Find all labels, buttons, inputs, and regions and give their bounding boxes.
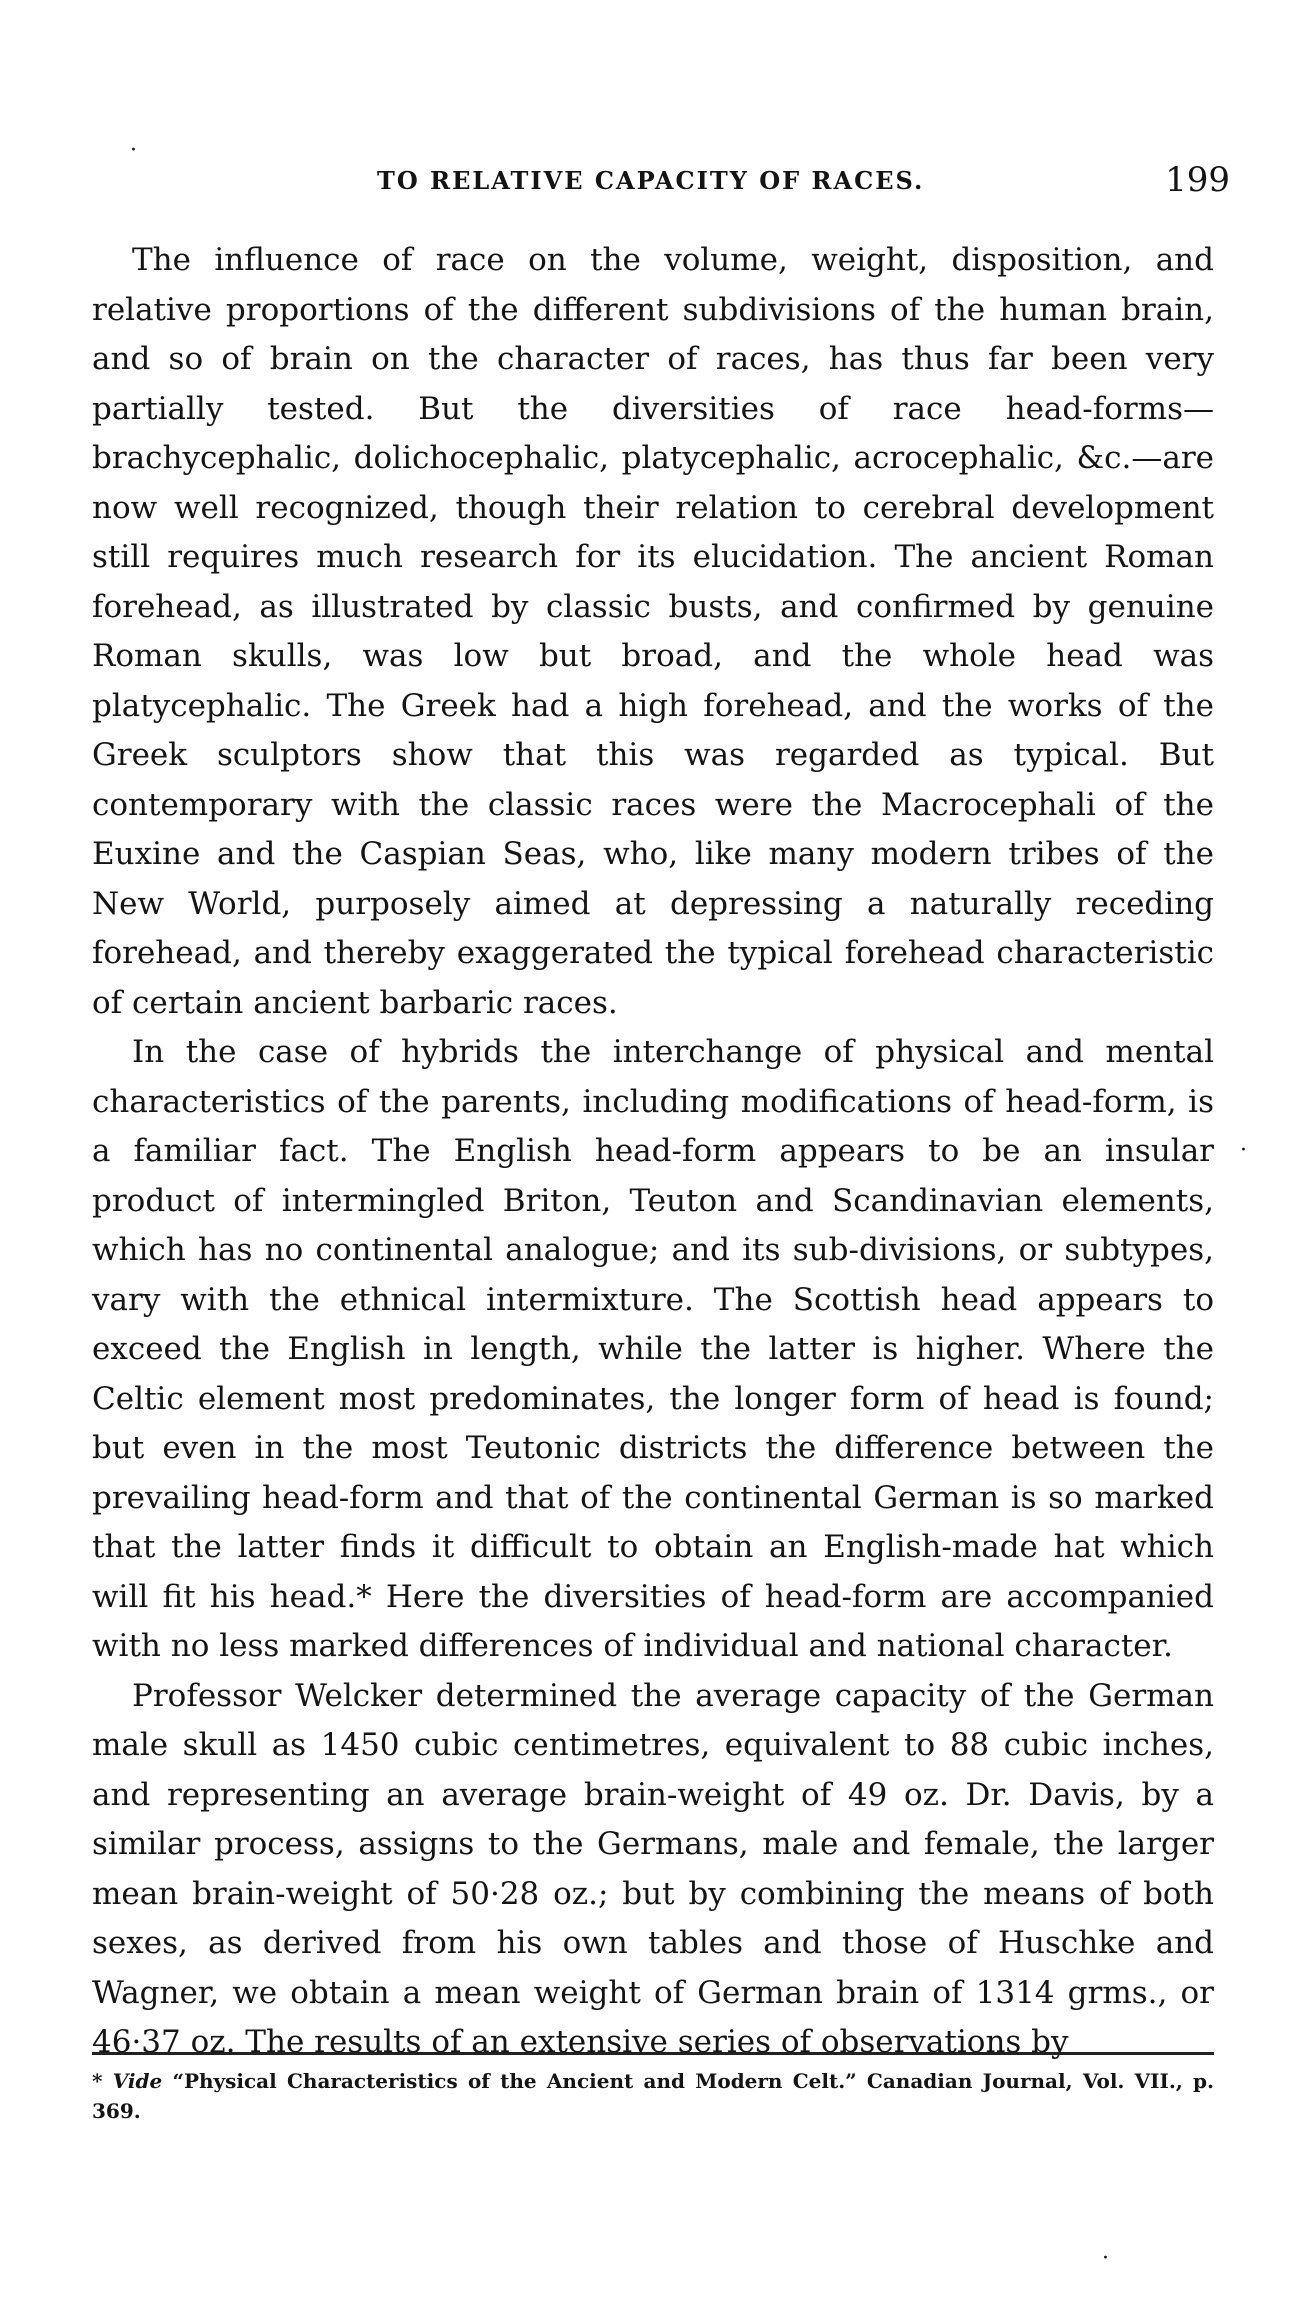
running-head: TO RELATIVE CAPACITY OF RACES. [377, 166, 925, 195]
footnote-rule [92, 2052, 1214, 2055]
paragraph-3: Professor Welcker determined the average capacity of the German male skull as 1450 cubic centimetres, equivalent to 88 cubic inches, and representing an average brain-weight of 49 oz. Dr. Davis, by a similar process, assigns to the Germans, male and female, the larger mean brain-weight of 50·28 oz.; but by combining the means of both sexes, as derived from his own tables and those of Huschke and Wagner, we obtain a mean weight of German brain of 1314 grms., or 46·37 oz. The results of an extensive series of observations by [92, 1677, 1214, 2060]
footnote-text: “Physical Characteristics of the Ancient and Modern Celt.” Canadian Journal, Vol. VII., p. 369. [92, 2069, 1214, 2123]
page-number: 199 [1165, 160, 1230, 200]
body-text [92, 236, 1214, 2068]
paragraph-1: The influence of race on the volume, weight, disposition, and relative proportions of the different subdivisions of the human brain, and so of brain on the character of races, has thus far been very partially tested. But the diversities of race head-forms—brachycephalic, dolichocephalic, platycephalic, acrocephalic, &c.—are now well recognized, though their relation to cerebral development still requires much research for its elucidation. The ancient Roman forehead, as illustrated by classic busts, and confirmed by genuine Roman skulls, was low but broad, and the whole head was platycephalic. The Greek had a high forehead, and the works of the Greek sculptors show that this was regarded as typical. But contemporary with the classic races were the Macrocephali of the Euxine and the Caspian Seas, who, like many modern tribes of the New World, purposely aimed at depressing a naturally receding forehead, and thereby exaggerated the typical forehead characteristic of certain ancient barbaric races. [92, 242, 1214, 1021]
footnote [92, 2066, 1214, 2126]
footnote-lead: * Vide [92, 2069, 163, 2093]
margin-speck: · [1102, 2246, 1109, 2271]
paragraph-2: In the case of hybrids the interchange of physical and mental characteristics of the parents, including modifications of head-form, is a familiar fact. The English head-form appears to be an insular product of intermingled Briton, Teuton and Scandinavian elements, which has no continental analogue; and its sub-divisions, or subtypes, vary with the ethnical intermixture. The Scottish head appears to exceed the English in length, while the latter is higher. Where the Celtic element most predominates, the longer form of head is found; but even in the most Teutonic districts the difference between the prevailing head-form and that of the continental German is so marked that the latter finds it difficult to obtain an English-made hat which will fit his head.* Here the diversities of head-form are accompanied with no less marked differences of individual and national character. [92, 1034, 1214, 1664]
margin-speck: · [1240, 1138, 1247, 1163]
page-header [90, 160, 1240, 204]
margin-speck: · [130, 138, 137, 163]
